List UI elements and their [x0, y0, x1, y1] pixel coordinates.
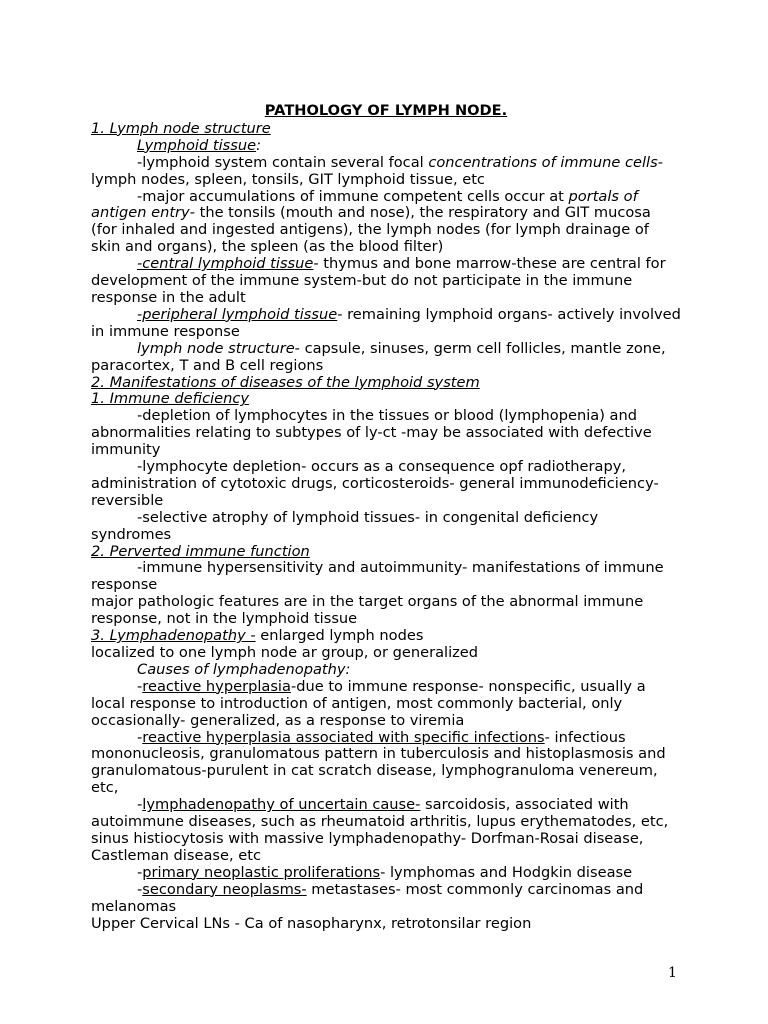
- document-title: PATHOLOGY OF LYMPH NODE.: [264, 102, 508, 119]
- subheading-immune-deficiency: [91, 391, 681, 408]
- text: enlarged lymph nodes: [255, 627, 424, 645]
- text: - lymph nodes, spleen, tonsils, GIT lymphoid tissue, etc: [91, 153, 663, 188]
- paragraph-pathologic-features: major pathologic features are in the target organs of the abnormal immune response, not in the lymphoid tissue: [91, 593, 644, 628]
- text: - remaining lymphoid organs- actively involved in immune response: [91, 305, 681, 340]
- subheading-causes: [91, 662, 681, 679]
- text: - thymus and bone marrow-these are central for development of the immune system-but do not participate in the immune response in the adult: [91, 255, 666, 306]
- cause-uncertain: [91, 797, 681, 865]
- text: - capsule, sinuses, germ cell follicles, mantle zone, paracortex, T and B cell regions: [91, 339, 666, 374]
- subheading-text: Lymphoid tissue: [137, 136, 257, 154]
- paragraph-major-accumulations: [91, 189, 681, 257]
- text: - lymphomas and Hodgkin disease: [380, 863, 633, 881]
- dash: -: [137, 880, 143, 898]
- paragraph-depletion: -depletion of lymphocytes in the tissues or blood (lymphopenia) and abnormalities relating to subtypes of ly-ct -may be associated with defective immunity: [91, 407, 652, 459]
- paragraph-localized: localized to one lymph node ar group, or generalized: [91, 644, 479, 661]
- term-central-lymphoid: -central lymphoid tissue: [137, 255, 314, 273]
- term: reactive hyperplasia: [142, 677, 291, 695]
- cause-specific-infections: [91, 730, 681, 798]
- subheading-lymphadenopathy: [91, 628, 681, 645]
- text: - the tonsils (mouth and nose), the respiratory and GIT mucosa (for inhaled and ingested antigens), the lymph nodes (for lymph drainage of skin and organs), the spleen (as the blood filter): [91, 204, 651, 256]
- paragraph-lymphocyte-depletion: -lymphocyte depletion- occurs as a consequence opf radiotherapy, administration of cytotoxic drugs, corticosteroids- general immunodeficiency-reversible: [91, 458, 659, 509]
- text: -due to immune response- nonspecific, usually a local response to introduction of antigen, most commonly bacterial, only occasionally- generalized, as a response to viremia: [91, 677, 646, 729]
- paragraph-upper-cervical: Upper Cervical LNs - Ca of nasopharynx, retrotonsilar region: [91, 914, 532, 932]
- text: metastases- most commonly carcinomas and melanomas: [91, 880, 644, 915]
- page-number: 1: [668, 965, 677, 981]
- cause-secondary-neoplasms: [91, 882, 681, 916]
- paragraph-central-lymphoid: [91, 256, 681, 307]
- dash: -: [137, 863, 143, 881]
- heading-text: 3. Lymphadenopathy -: [91, 627, 256, 645]
- dash: -: [137, 796, 143, 814]
- section-heading-lymph-node-structure: [91, 121, 681, 138]
- term-lymph-node-structure: lymph node structure: [137, 339, 295, 357]
- document-page: [91, 103, 681, 932]
- heading-text: Causes of lymphadenopathy:: [137, 660, 351, 678]
- subheading-lymphoid-tissue: [91, 138, 681, 155]
- term: reactive hyperplasia associated with specific infections: [142, 728, 545, 746]
- text: -lymphoid system contain several focal: [137, 153, 429, 171]
- dash: -: [137, 728, 143, 746]
- heading-text: 1. Immune deficiency: [91, 390, 250, 408]
- term: lymphadenopathy of uncertain cause-: [142, 796, 421, 814]
- paragraph-selective-atrophy: -selective atrophy of lymphoid tissues- in congenital deficiency syndromes: [91, 508, 599, 543]
- paragraph-peripheral-lymphoid: [91, 307, 681, 341]
- text-italic: portals of antigen entry: [91, 187, 638, 222]
- heading-text: 2. Perverted immune function: [91, 542, 310, 560]
- paragraph-hypersensitivity: -immune hypersensitivity and autoimmunity- manifestations of immune response: [91, 559, 664, 594]
- heading-text: 1. Lymph node structure: [91, 119, 271, 137]
- paragraph-lymphoid-system: [91, 155, 681, 189]
- term: primary neoplastic proliferations: [142, 863, 381, 881]
- text: -major accumulations of immune competent cells occur at: [137, 187, 569, 205]
- term: secondary neoplasms-: [142, 880, 307, 898]
- term-peripheral-lymphoid: -peripheral lymphoid tissue: [137, 305, 338, 323]
- text: sarcoidosis, associated with autoimmune diseases, such as rheumatoid arthritis, lupus erythematodes, etc, sinus histiocytosis with massive lymphadenopathy- Dorfman-Rosai disease, Castleman disease, etc: [91, 796, 669, 864]
- dash: -: [137, 677, 143, 695]
- subheading-perverted-immune: [91, 544, 681, 561]
- heading-text: 2. Manifestations of diseases of the lymphoid system: [91, 373, 480, 391]
- text-italic: concentrations of immune cells: [428, 153, 658, 171]
- cause-primary-neoplastic: [91, 865, 681, 882]
- section-heading-manifestations: [91, 375, 681, 392]
- colon: :: [256, 136, 261, 154]
- cause-reactive-hyperplasia: [91, 679, 681, 730]
- text: - infectious mononucleosis, granulomatous pattern in tuberculosis and histoplasmosis and granulomatous-purulent in cat scratch disease, lymphogranuloma venereum, etc,: [91, 728, 666, 797]
- paragraph-lymph-node-structure: [91, 341, 681, 375]
